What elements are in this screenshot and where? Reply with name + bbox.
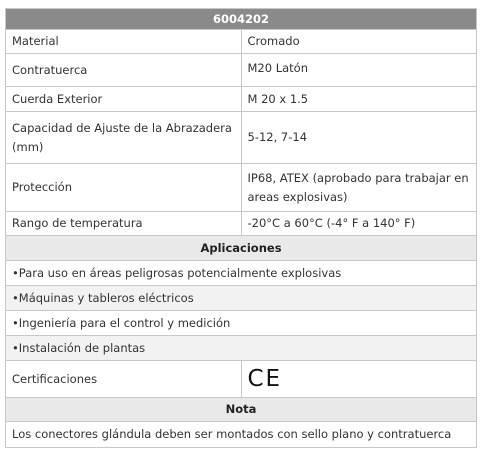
- table-row: [6, 112, 477, 164]
- table-row: [6, 361, 477, 398]
- spec-table: [5, 8, 477, 448]
- row-label-proteccion: Protección: [6, 164, 242, 212]
- table-row: [6, 87, 477, 112]
- note-header-row: [6, 398, 477, 422]
- list-item: [6, 311, 477, 336]
- table-row: [6, 30, 477, 54]
- table-row: [6, 422, 477, 448]
- row-value-contratuerca: M20 Latón: [241, 54, 477, 87]
- row-value-material: Cromado: [241, 30, 477, 54]
- row-label-cuerda: Cuerda Exterior: [6, 87, 242, 112]
- row-value-cuerda: M 20 x 1.5: [241, 87, 477, 112]
- row-value-capacidad: 5-12, 7-14: [241, 112, 477, 164]
- application-item: •Para uso en áreas peligrosas potencialmente explosivas: [6, 261, 477, 286]
- row-value-certificaciones: [241, 361, 477, 398]
- row-label-capacidad: Capacidad de Ajuste de la Abrazadera (mm): [6, 112, 242, 164]
- row-label-certificaciones: Certificaciones: [6, 361, 242, 398]
- list-item: [6, 336, 477, 361]
- table-row: [6, 164, 477, 212]
- application-item: •Máquinas y tableros eléctricos: [6, 286, 477, 311]
- table-row: [6, 54, 477, 87]
- applications-title: Aplicaciones: [6, 236, 477, 261]
- ce-mark-icon: CE: [247, 366, 283, 392]
- note-title: Nota: [6, 398, 477, 422]
- applications-header-row: [6, 236, 477, 261]
- row-label-contratuerca: Contratuerca: [6, 54, 242, 87]
- table-title-row: [6, 9, 477, 30]
- row-label-material: Material: [6, 30, 242, 54]
- row-value-proteccion: IP68, ATEX (aprobado para trabajar en areas explosivas): [241, 164, 477, 212]
- row-label-rango: Rango de temperatura: [6, 212, 242, 236]
- application-item: •Ingeniería para el control y medición: [6, 311, 477, 336]
- application-item: •Instalación de plantas: [6, 336, 477, 361]
- table-row: [6, 212, 477, 236]
- note-text: Los conectores glándula deben ser montados con sello plano y contratuerca: [6, 422, 477, 448]
- list-item: [6, 261, 477, 286]
- part-number-header: 6004202: [6, 9, 477, 30]
- row-value-rango: -20°C a 60°C (-4° F a 140° F): [241, 212, 477, 236]
- list-item: [6, 286, 477, 311]
